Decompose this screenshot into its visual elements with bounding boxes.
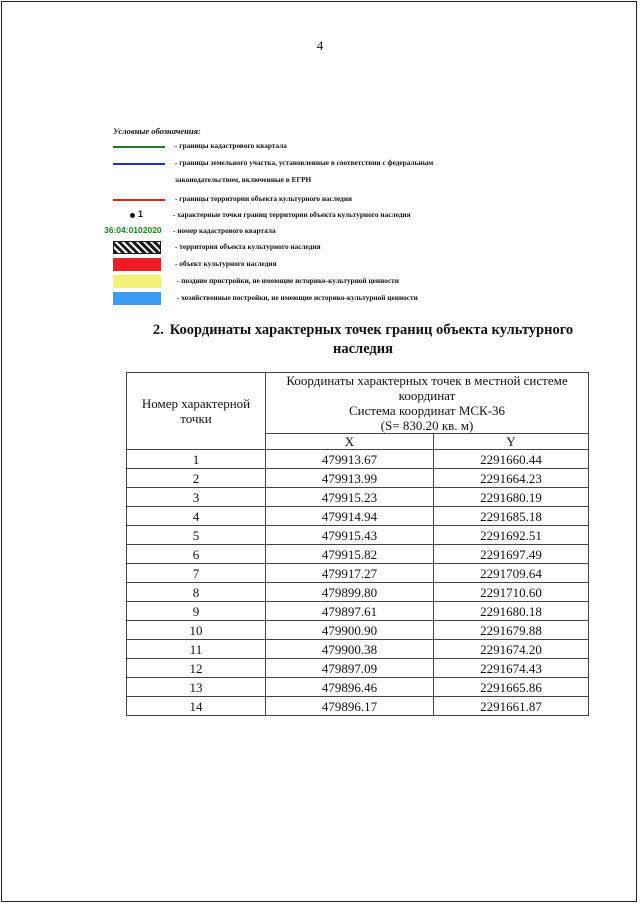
table-row [127,469,589,488]
legend-item-label: законодательством, включенные в ЕГРН [175,175,312,184]
x-coordinate-cell: 479915.82 [266,545,434,564]
table-row [127,621,589,640]
legend-item-label: - границы земельного участка, установленные в соответствии с федеральным [175,158,434,167]
legend-item-label: - хозяйственные постройки, не имеющие историко-культурной ценности [177,293,418,302]
point-number-cell: 12 [127,659,266,678]
point-number-cell: 14 [127,697,266,716]
y-coordinate-cell: 2291660.44 [434,450,589,469]
y-coordinate-cell: 2291680.18 [434,602,589,621]
x-coordinate-cell: 479897.09 [266,659,434,678]
y-coordinate-cell: 2291674.43 [434,659,589,678]
blue-fill-symbol [113,292,161,305]
yellow-fill-symbol [113,275,161,288]
y-coordinate-cell: 2291680.19 [434,488,589,507]
section-title: Координаты характерных точек границ объекта культурного наследия [169,322,574,357]
point-number-cell: 2 [127,469,266,488]
page-number: 4 [316,38,324,53]
point-icon [130,213,135,218]
x-coordinate-cell: 479915.43 [266,526,434,545]
hatch-symbol [113,241,161,254]
legend-item-label: - границы кадастрового квартала [175,141,287,150]
x-coordinate-cell: 479899.80 [266,583,434,602]
point-number-cell: 5 [127,526,266,545]
coordinates-table-body [127,450,589,716]
legend-item-label: - характерные точки границ территории объекта культурного наследия [173,210,411,219]
table-row [127,564,589,583]
legend-item-label: - границы территории объекта культурного наследия [175,194,353,203]
table-row [127,507,589,526]
table-row [127,602,589,621]
y-coordinate-cell: 2291697.49 [434,545,589,564]
table-row [127,640,589,659]
x-coordinate-cell: 479900.38 [266,640,434,659]
legend-title: Условные обозначения: [113,126,201,136]
table-row [127,450,589,469]
point-number-cell: 9 [127,602,266,621]
legend-item-label: - номер кадастрового квартала [173,226,276,235]
coordinates-table [126,372,589,716]
table-row [127,678,589,697]
y-coordinate-cell: 2291679.88 [434,621,589,640]
x-coordinate-cell: 479915.23 [266,488,434,507]
cadastral-code: 36:04:0102020 [104,225,162,235]
point-number-header: Номер характерной точки [127,373,266,450]
x-coordinate-cell: 479896.17 [266,697,434,716]
coordinate-system-label: Система координат МСК-36 [348,403,506,418]
y-coordinate-cell: 2291665.86 [434,678,589,697]
table-row [127,488,589,507]
point-label: 1 [138,209,144,219]
x-coordinate-cell: 479913.99 [266,469,434,488]
coordinates-header [266,373,589,434]
table-row [127,697,589,716]
legend-item-label: - территория объекта культурного наследия [175,242,321,251]
point-number-cell: 6 [127,545,266,564]
x-coordinate-cell: 479900.90 [266,621,434,640]
blue-line-symbol [113,163,165,165]
section-heading [128,321,598,359]
x-coordinate-cell: 479897.61 [266,602,434,621]
point-number-cell: 4 [127,507,266,526]
coordinates-header-line: Координаты характерных точек в местной системе координат [286,373,568,403]
red-fill-symbol [113,258,161,271]
y-coordinate-cell: 2291692.51 [434,526,589,545]
red-line-symbol [113,199,165,201]
table-row [127,526,589,545]
x-coordinate-cell: 479914.94 [266,507,434,526]
area-label: (S= 830.20 кв. м) [380,418,474,433]
y-coordinate-cell: 2291685.18 [434,507,589,526]
x-header: X [266,434,434,450]
y-header: Y [434,434,589,450]
point-number-cell: 8 [127,583,266,602]
section-number: 2. [152,322,164,338]
point-number-cell: 1 [127,450,266,469]
point-number-cell: 7 [127,564,266,583]
point-number-cell: 13 [127,678,266,697]
y-coordinate-cell: 2291674.20 [434,640,589,659]
table-row [127,545,589,564]
table-row [127,583,589,602]
point-number-cell: 11 [127,640,266,659]
point-number-cell: 3 [127,488,266,507]
y-coordinate-cell: 2291664.23 [434,469,589,488]
green-line-symbol [113,146,165,148]
legend-item-label: - поздние пристройки, не имеющие историко-культурной ценности [177,276,399,285]
y-coordinate-cell: 2291710.60 [434,583,589,602]
legend-item-label: - объект культурного наследия [175,259,277,268]
table-row [127,659,589,678]
x-coordinate-cell: 479913.67 [266,450,434,469]
point-number-cell: 10 [127,621,266,640]
x-coordinate-cell: 479917.27 [266,564,434,583]
x-coordinate-cell: 479896.46 [266,678,434,697]
y-coordinate-cell: 2291709.64 [434,564,589,583]
y-coordinate-cell: 2291661.87 [434,697,589,716]
